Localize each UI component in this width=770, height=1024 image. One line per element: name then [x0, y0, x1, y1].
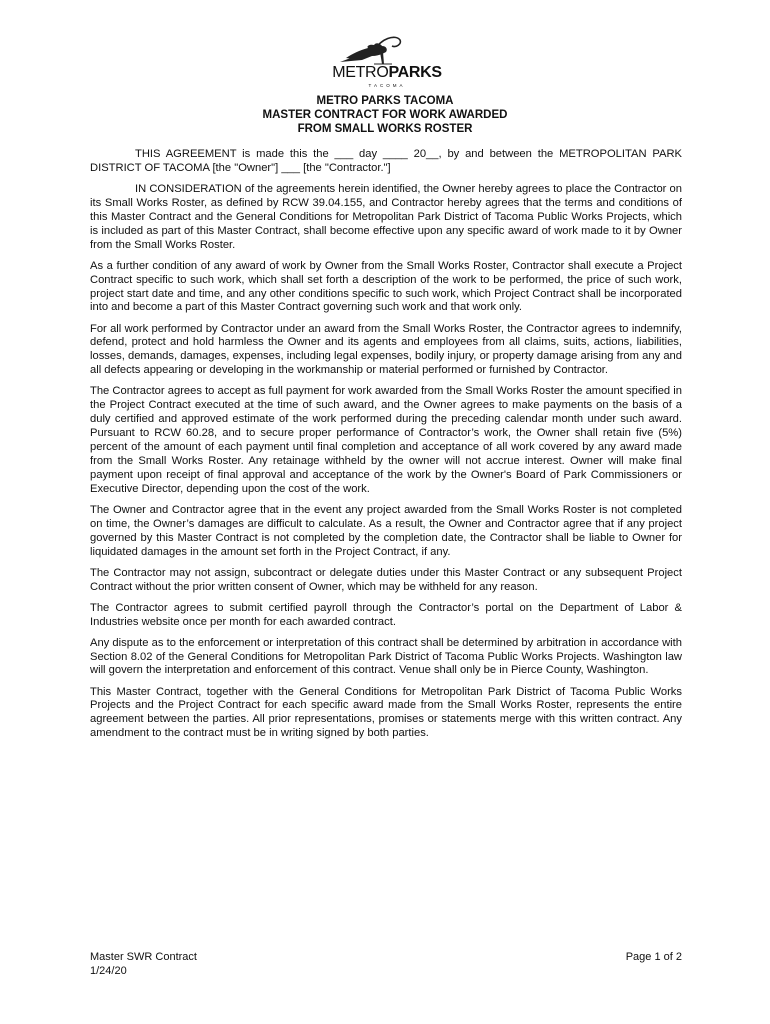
title-line-3: FROM SMALL WORKS ROSTER [297, 123, 473, 135]
document-title [0, 94, 770, 136]
footer-left [90, 950, 197, 978]
paragraph-consideration: IN CONSIDERATION of the agreements herein identified, the Owner hereby agrees to place the Contractor on its Small Works Roster, as defined by RCW 39.04.155, and Contractor hereby agrees that the terms and conditions of this Master Contract and the General Conditions for Metropolitan Park District of Tacoma Public Works Projects, which is included as part of this Master Contract, shall become effective upon any specific award of work made to it by Owner from the Small Works Roster. [90, 183, 682, 251]
logo-subtext: TACOMA [368, 83, 406, 88]
footer-document-name: Master SWR Contract [90, 951, 197, 963]
paragraph-payroll: The Contractor agrees to submit certified payroll through the Contractor’s portal on the Department of Labor & Industries website once per month for each awarded contract. [90, 601, 682, 628]
paragraph-assignment: The Contractor may not assign, subcontract or delegate duties under this Master Contract or any subsequent Project Contract without the prior written consent of Owner, which may be withheld for any reason. [90, 566, 682, 593]
title-line-1: METRO PARKS TACOMA [316, 95, 454, 107]
paragraph-indemnify: For all work performed by Contractor under an award from the Small Works Roster, the Contractor agrees to indemnify, defend, protect and hold harmless the Owner and its agents and employees from all claims, suits, actions, liabilities, losses, demands, damages, expenses, including legal expenses, bodily injury, or property damage arising from any and all defects appearing or developing in the workmanship or material performed or furnished by Contractor. [90, 322, 682, 377]
footer-date: 1/24/20 [90, 965, 127, 977]
paragraph-dispute: Any dispute as to the enforcement or interpretation of this contract shall be determined by arbitration in accordance with Section 8.02 of the General Conditions for Metropolitan Park District of Tacoma Public Works Projects. Washington law will govern the interpretation and enforcement of this contract. Venue shall only be in Pierce County, Washington. [90, 636, 682, 677]
tree-logo-icon [322, 34, 452, 68]
logo-wordmark [322, 64, 452, 82]
paragraph-agreement: THIS AGREEMENT is made this the ___ day ____ 20__, by and between the METROPOLITAN PARK DISTRICT OF TACOMA [the "Owner"] ___ [the "Contractor."] [90, 148, 682, 174]
paragraph-damages: The Owner and Contractor agree that in the event any project awarded from the Small Works Roster is not completed on time, the Owner’s damages are difficult to calculate. As a result, the Owner and Contractor agree that if any project governed by this Master Contract is not completed by the completion date, the Contractor shall be liable to Owner for liquidated damages in the amount set forth in the Project Contract, if any. [90, 503, 682, 558]
paragraph-payment: The Contractor agrees to accept as full payment for work awarded from the Small Works Roster the amount specified in the Project Contract executed at the time of such award, and the Owner agrees to make payments on the basis of a duly certified and approved estimate of the work performed during the preceding calendar month under such award. Pursuant to RCW 60.28, and to secure proper performance of Contractor’s work, the Owner shall retain five (5%) percent of the amount of each payment until final completion and acceptance of all work covered by any award made from the Small Works Roster. Any retainage withheld by the owner will not accrue interest. Owner will make final payment upon receipt of final approval and acceptance of the work by the Owner's Board of Park Commissioners or Executive Director, depending upon the cost of the work. [90, 385, 682, 495]
paragraph-project-contract: As a further condition of any award of work by Owner from the Small Works Roster, Contractor shall execute a Project Contract specific to such work, which shall set forth a description of the work to be performed, the price of such work, project start date and time, and any other conditions specific to such work, which Project Contract shall be incorporated into and become a part of this Master Contract governing such work and that work only. [90, 259, 682, 314]
paragraph-entire-agreement: This Master Contract, together with the General Conditions for Metropolitan Park District of Tacoma Public Works Projects and the Project Contract for each specific award made from the Small Works Roster, represents the entire agreement between the parties. All prior representations, promises or statements merge with this written contract. Any amendment to the contract must be in writing signed by both parties. [90, 685, 682, 740]
footer-page-number: Page 1 of 2 [625, 951, 682, 963]
contract-body [90, 148, 682, 748]
metro-parks-logo [322, 34, 452, 94]
logo-parks-text: PARKS [388, 64, 442, 81]
title-line-2: MASTER CONTRACT FOR WORK AWARDED [262, 109, 508, 121]
logo-metro-text: METRO [332, 64, 389, 81]
